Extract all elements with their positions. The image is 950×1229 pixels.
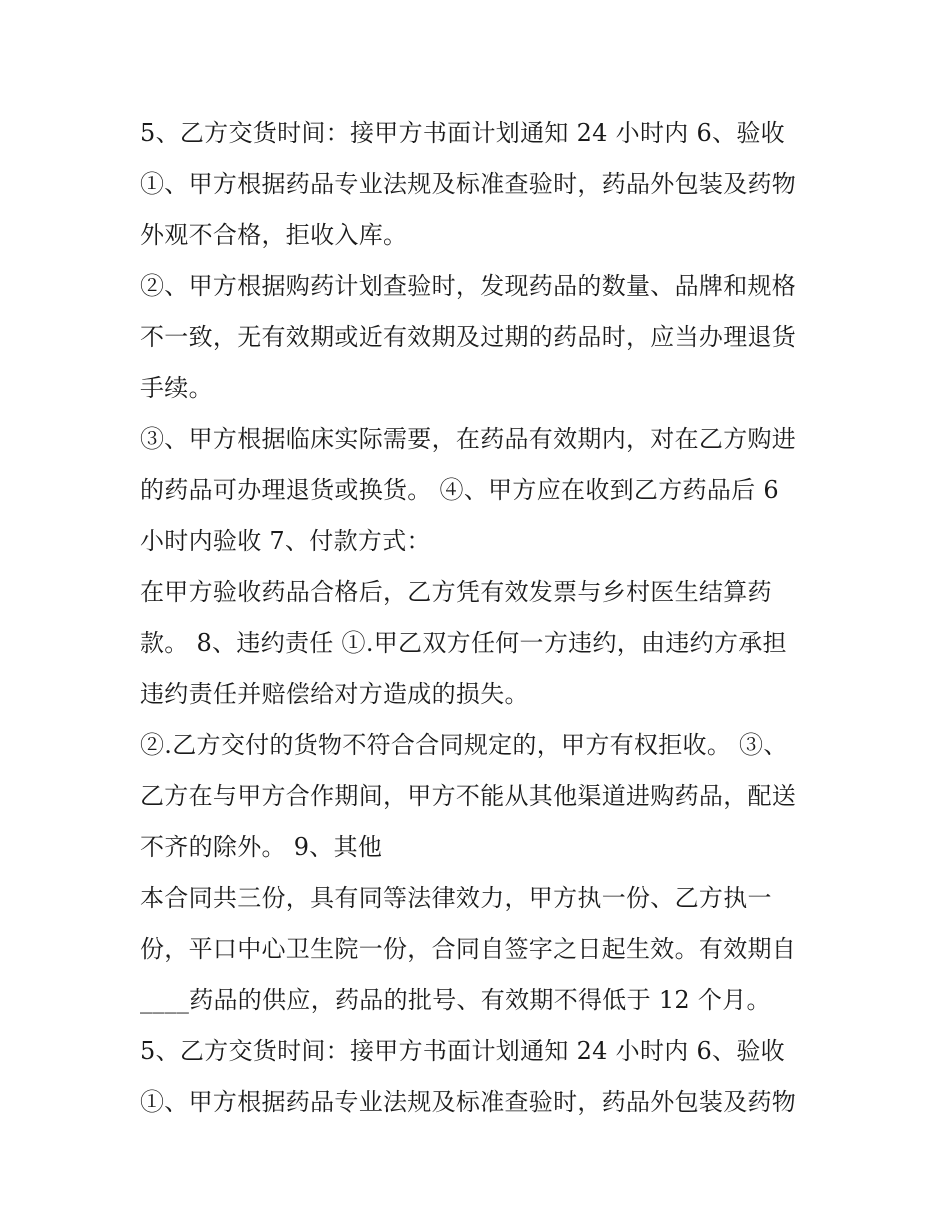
text-line: 手续。 xyxy=(140,374,213,402)
text-line: 的药品可办理退货或换货。 ④、甲方应在收到乙方药品后 6 xyxy=(140,476,779,504)
text-line: 本合同共三份，具有同等法律效力，甲方执一份、乙方执一 xyxy=(140,884,772,912)
text-line: ①、甲方根据药品专业法规及标准查验时，药品外包装及药物 xyxy=(140,1088,797,1116)
text-line: 不齐的除外。 9、其他 xyxy=(140,833,383,861)
text-line: 份，平口中心卫生院一份，合同自签字之日起生效。有效期自 xyxy=(140,935,797,963)
text-line: 违约责任并赔偿给对方造成的损失。 xyxy=(140,680,529,708)
text-line: 5、乙方交货时间：接甲方书面计划通知 24 小时内 6、验收 xyxy=(140,1037,785,1065)
text-line: ③、甲方根据临床实际需要，在药品有效期内，对在乙方购进 xyxy=(140,425,797,453)
text-line: ②.乙方交付的货物不符合合同规定的，甲方有权拒收。 ③、 xyxy=(140,731,788,759)
document-body xyxy=(140,108,820,1128)
text-line: 外观不合格，拒收入库。 xyxy=(140,221,408,249)
text-line: 小时内验收 7、付款方式： xyxy=(140,527,431,555)
text-line: 不一致，无有效期或近有效期及过期的药品时，应当办理退货 xyxy=(140,323,797,351)
text-line: 5、乙方交货时间：接甲方书面计划通知 24 小时内 6、验收 xyxy=(140,119,785,147)
text-line: 乙方在与甲方合作期间，甲方不能从其他渠道进购药品，配送 xyxy=(140,782,797,810)
text-line: ②、甲方根据购药计划查验时，发现药品的数量、品牌和规格 xyxy=(140,272,797,300)
text-line: 款。 8、违约责任 ①.甲乙双方任何一方违约，由违约方承担 xyxy=(140,629,787,657)
text-line: ____药品的供应，药品的批号、有效期不得低于 12 个月。 xyxy=(140,986,771,1014)
text-line: 在甲方验收药品合格后，乙方凭有效发票与乡村医生结算药 xyxy=(140,578,772,606)
text-line: ①、甲方根据药品专业法规及标准查验时，药品外包装及药物 xyxy=(140,170,797,198)
